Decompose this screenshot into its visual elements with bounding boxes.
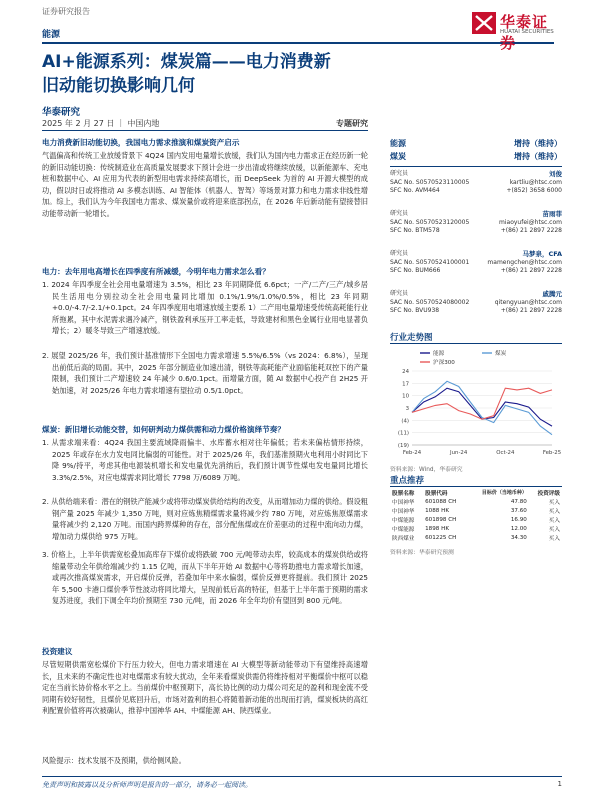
risk-note: 风险提示：技术发展不及预期，供给侧风险。	[42, 756, 186, 765]
y-tick-label: 3	[405, 406, 409, 412]
analyst-phone: +(852) 3658 6000	[506, 187, 562, 195]
x-tick-label: Feb-24	[402, 450, 422, 456]
table-row	[390, 506, 562, 515]
chart-y-axis	[398, 369, 410, 449]
table-row	[390, 524, 562, 533]
table-header: 投资评级	[537, 490, 560, 497]
analyst-email[interactable]: miaoyufei@htsc.com	[499, 218, 562, 226]
analyst-name: 马梦泉，CFA	[522, 250, 562, 258]
rating-row	[390, 151, 562, 164]
bullet-item: 1. 从需求端来看：4Q24 我国主要流域降雨偏丰、水库蓄水相对往年偏低；若未来偏枯情形持续，2025 年或存在水力发电同比偏弱的可能性。对于 2025/26 年，我们基准预期火电利用小时同比下降 9%/持平，考虑其他电源装机增长和发电量优先消纳后，我们预计调节性煤电发电量同比增长 3.3%/2.5%，对应电煤需求同比增长 7798 万/6089 万吨。	[42, 438, 368, 482]
report-title-line: AI+能源系列：煤炭篇——电力消费新	[42, 52, 331, 72]
report-title-line: 旧动能切换影响几何	[42, 76, 195, 96]
logo-cn-text: 华泰证券	[500, 13, 549, 52]
rating-value: 增持（维持）	[514, 152, 562, 161]
legend-label: 能源	[433, 351, 445, 358]
footer-divider	[42, 776, 562, 777]
table-header-row	[390, 488, 562, 497]
y-tick-label: (11)	[397, 430, 409, 437]
analyst-name: 苗雨菲	[542, 210, 562, 218]
page-number: 1	[557, 780, 562, 788]
chart-title-divider	[390, 343, 562, 344]
table-cell: 中国神华	[392, 508, 415, 515]
date-divider	[42, 130, 368, 131]
analyst-email[interactable]: mamengchen@htsc.com	[487, 258, 562, 266]
legend-label: 沪深300	[433, 360, 455, 367]
table-cell: 买入	[548, 517, 560, 524]
analyst-role: 研究员	[390, 250, 409, 257]
rating-value: 增持（维持）	[514, 139, 562, 148]
bullet-item: 2. 从供给端来看：潜在的钢铁产能减少或将带动煤炭供给结构的改变，从而增加动力煤的供给。假设粗钢产量 2025 年减少 1,350 万吨，则对应炼焦精煤需求量将减少约 780 万吨，对应炼焦原煤需求量将减少约 2,120 万吨。而国内跨界煤种的存在，部分配焦煤或在价差驱动的过程中流向动力煤，增加动力煤供给 975 万吨。	[42, 497, 368, 541]
table-cell: 中国神华	[392, 499, 415, 506]
disclaimer-text: 免责声明和披露以及分析师声明是报告的一部分，请务必一起阅读。	[42, 781, 252, 789]
section-heading: 电力：去年用电高增长在四季度有所减缓，今明年电力需求怎么看？	[42, 267, 270, 276]
bullet-item: 2. 展望 2025/26 年，我们预计基准情形下全国电力需求增速 5.5%/6.5%（vs 2024：6.8%），呈现出前低后高的局面。其中，2025 年部分制造业加速出清，钢铁等高耗能产业面临能耗双控下的产量限制，我们预计二产增速较 24 年减少 0.6/0.1pct。而增量方面，随 AI 数据中心投产自 2H25 开始加速，对 2025/26 年电力需求增速有望拉动 0.5/1.0pct。	[42, 351, 368, 395]
table-header: 目标价（当地币种）	[481, 490, 527, 496]
section-heading: 电力消费新旧动能切换，我国电力需求推演和煤炭资产启示	[42, 138, 240, 147]
section-paragraph: 尽管短期供需宽松煤价下行压力较大，但电力需求增速在 AI 大模型等新动能带动下有望维持高速增长，且未来的不确定性也对电煤需求有较大扰动，全年来看煤炭供需仍将维持相对平衡煤价中枢可以稳定在当前长协价格水平之上。当前煤价中枢预期下，高长协比例的动力煤公司充足的盈利和现金流不受同期有较好韧性，且煤价见底回升后，市场对盈利的担心将随着新动能的出现而打消，煤炭板块的高红利配置价值将再次被确认，推荐中国神华 AH、中煤能源 AH、陕西煤业。	[42, 660, 368, 716]
rating-sector: 煤炭	[390, 152, 406, 161]
logo-mark-icon	[472, 12, 496, 34]
table-cell: 买入	[548, 499, 560, 506]
analyst-email[interactable]: kartliu@htsc.com	[509, 178, 562, 186]
y-tick-label: (4)	[401, 418, 409, 425]
analyst-sfc: SFC No. AVM464	[390, 187, 440, 195]
bullet-item: 1. 2024 年四季度全社会用电量增速为 3.5%，相比 23 年同期降低 6.6pct；一产/二产/三产/城乡居民生活用电分别拉动全社会用电量同比增加 0.1%/1.9%/1.0%/0.5%，相比 23 年同期+0.0/-4.7/-2.1/+0.1pct。24 年四季度用电增速放缓主要系 1）二产用电量增速受传统高耗能行业所拖累，其中水泥需求遇冷减产，钢铁盈利承压开工率走低，导致建材和黑色金属行业用电显著负增长；2）暖冬导致三产增速放缓。	[42, 280, 368, 336]
table-cell: 12.00	[510, 525, 527, 532]
table-source: 资料来源：华泰研究预测	[390, 550, 454, 556]
chart-section-title: 行业走势图	[390, 333, 433, 343]
table-cell: 16.90	[510, 516, 527, 523]
y-tick-label: 24	[402, 369, 409, 375]
table-cell: 47.80	[510, 498, 527, 505]
report-type-label: 证券研究报告	[42, 7, 90, 16]
analyst-sfc: SFC No. BUM666	[390, 267, 441, 275]
analyst-sac: SAC No. S0570523120005	[390, 218, 470, 226]
chart-legend	[420, 349, 507, 366]
table-cell: 601088 CH	[425, 498, 457, 505]
recommend-section-title: 重点推荐	[390, 476, 425, 486]
section-paragraph: 气温偏高和传统工业放缓背景下 4Q24 国内发用电量增长放缓，我们认为国内电力需求正在经历新一轮的新旧动能切换：传统制造业在高质量发展要求下预计会进一步出清或将继续放缓，以新能源车、充电桩和数据中心、AI 应用为代表的新型用电需求持续高增长，而 DeepSeek 为首的 AI 开源大模型的成功，假以时日或将推动 AI 多模态训练、AI 智能体（机器人、智驾）等场景对算力和电力需求非线性增加。综上，我们认为今年我国电力需求、煤炭量价或将迎来底部拐点，在 2026 年后新动能有望接替旧动能带动新一轮增长。	[42, 151, 368, 218]
x-tick-label: Oct-24	[496, 450, 515, 456]
y-tick-label: 17	[402, 381, 409, 388]
analyst-name: 刘俊	[549, 170, 562, 178]
analyst-card	[390, 290, 562, 330]
analyst-role: 研究员	[390, 210, 409, 217]
table-cell: 买入	[548, 526, 560, 533]
y-tick-label: 10	[402, 393, 409, 400]
analyst-list	[390, 170, 562, 330]
recommend-table	[390, 488, 562, 542]
table-row	[390, 533, 562, 542]
analyst-phone: +(86) 21 2897 2228	[500, 267, 562, 275]
institution-label: 华泰研究	[42, 107, 81, 118]
table-cell: 1088 HK	[425, 507, 449, 514]
report-date: 2025 年 2 月 27 日 ｜ 中国内地	[42, 119, 160, 128]
recommend-divider	[390, 486, 562, 487]
section-heading: 投资建议	[42, 647, 73, 656]
table-cell: 34.30	[510, 534, 527, 541]
sector-label: 能源	[42, 30, 61, 40]
bullet-item: 3. 价格上，上半年供需宽松叠加高库存下煤价或将跌破 700 元/吨带动去库，较高成本的煤炭供给或将缩量带动全年供给端减少约 1.15 亿吨，而从下半年开始 AI 数据中心等将助推电力需求增长加速，或再次推高煤炭需求，开启煤价反弹，若叠加年中来水偏弱，煤价反弹更将提前。我们预计 2025 年 5,500 卡港口煤价季节性波动将同比增大，呈现前低后高的特征，但基于上半年需于预期的需求复苏进度，我们下调全年均价预期至 730 元/吨，而 2026 年全年均价有望回到 800 元/吨。	[42, 550, 368, 606]
chart-source: 资料来源：Wind，华泰研究	[390, 467, 463, 473]
analyst-phone: +(86) 21 2897 2228	[500, 307, 562, 315]
x-tick-label: Jun-24	[450, 450, 468, 456]
header-divider	[42, 42, 554, 44]
table-cell: 中煤能源	[392, 517, 415, 524]
analyst-sfc: SFC No. BVU938	[390, 307, 440, 315]
table-cell: 买入	[548, 535, 560, 542]
rating-sector: 能源	[390, 139, 406, 148]
section-heading: 煤炭：新旧增长动能交替，如何研判动力煤供需和动力煤价格演绎节奏？	[42, 425, 285, 434]
analyst-sfc: SFC No. BTM578	[390, 227, 440, 235]
rating-block	[390, 138, 562, 164]
table-header: 股票名称	[392, 490, 415, 497]
table-cell: 37.60	[510, 507, 527, 514]
analyst-name: 戚腾元	[542, 290, 562, 298]
table-cell: 601225 CH	[425, 534, 457, 541]
dateline	[42, 118, 368, 129]
analyst-email[interactable]: qitengyuan@htsc.com	[494, 298, 562, 306]
report-title	[42, 50, 562, 98]
rating-row	[390, 138, 562, 151]
analyst-card	[390, 210, 562, 250]
table-row	[390, 515, 562, 524]
y-tick-label: (19)	[397, 443, 409, 449]
analyst-role: 研究员	[390, 290, 409, 297]
report-type: 专题研究	[336, 119, 368, 128]
logo-en-text: HUATAI SECURITIES	[500, 29, 554, 35]
table-cell: 601898 CH	[425, 516, 457, 523]
table-row	[390, 497, 562, 506]
analyst-phone: +(86) 21 2897 2228	[500, 227, 562, 235]
analyst-card	[390, 170, 562, 210]
table-cell: 1898 HK	[425, 525, 449, 532]
footer	[42, 780, 562, 790]
rating-divider	[390, 166, 562, 167]
legend-label: 煤炭	[495, 351, 507, 358]
huatai-logo	[472, 10, 562, 52]
analyst-sac: SAC No. S0570524100001	[390, 258, 470, 266]
table-header: 股票代码	[425, 490, 448, 497]
chart-x-axis	[403, 445, 561, 456]
table-cell: 买入	[548, 508, 560, 515]
table-cell: 中煤能源	[392, 526, 415, 533]
chart-grid	[412, 371, 552, 445]
x-tick-label: Feb-25	[542, 450, 562, 456]
analyst-card	[390, 250, 562, 290]
table-cell: 陕西煤业	[392, 535, 415, 542]
analyst-role: 研究员	[390, 170, 409, 177]
analyst-sac: SAC No. S0570524080002	[390, 298, 470, 306]
industry-trend-chart	[390, 347, 562, 462]
analyst-sac: SAC No. S0570523110005	[390, 178, 470, 186]
